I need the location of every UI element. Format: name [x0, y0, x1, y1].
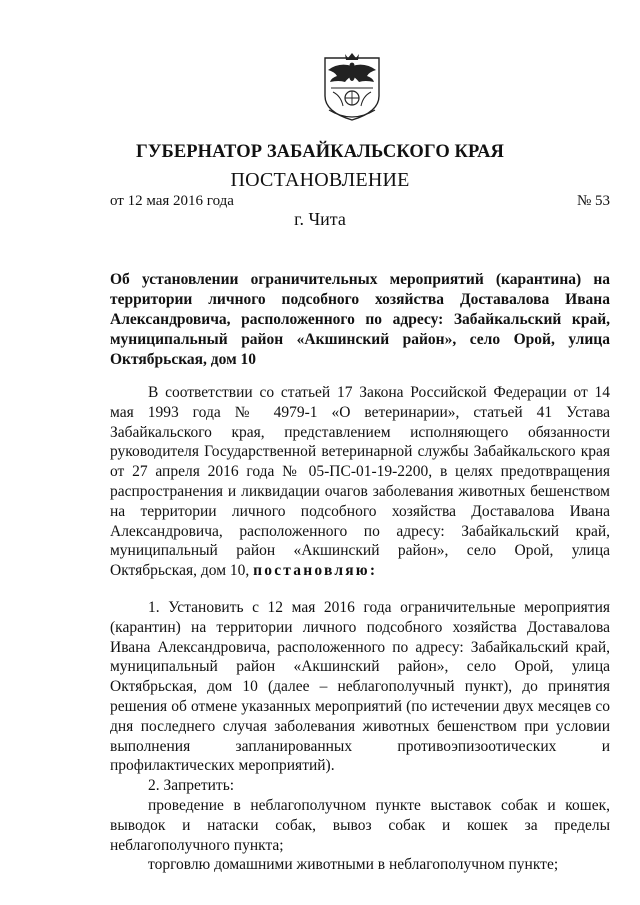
- item-2-clause-b: торговлю домашними животными в неблагополучном пункте;: [148, 856, 559, 874]
- document-date: от 12 мая 2016 года: [110, 193, 234, 209]
- document-number: № 53: [576, 193, 610, 209]
- document-city: г. Чита: [294, 209, 346, 229]
- coat-of-arms-icon: [321, 52, 383, 122]
- document-body: [110, 383, 610, 875]
- document-subject: Об установлении ограничительных мероприятий (карантина) на территории личного подсобного хозяйства Доставалова Ивана Александровича, расположенного по адресу: Забайкальский край, муниципальный район «Акшинский район», село Орой, улица Октябрьская, дом 10: [110, 271, 610, 368]
- preamble-text: В соответствии со статьей 17 Закона Российской Федерации от 14 мая 1993 года № 4979-1 «О ветеринарии», статьей 41 Устава Забайкальского края, представлением исполняющего обязанности руководителя Государственной ветеринарной службы Забайкальского края от 27 апреля 2016 года № 05-ПС-01-19-2200, в целях предотвращения распространения и ликвидации очагов заболевания животных бешенством на территории личного подсобного хозяйства Доставалова Ивана Александровича, расположенного по адресу: Забайкальский край, муниципальный район «Акшинский район», село Орой, улица Октябрьская, дом 10,: [110, 384, 610, 580]
- decree-word: постановляю:: [253, 562, 378, 580]
- item-1: 1. Установить с 12 мая 2016 года ограничительные мероприятия (карантин) на территории личного подсобного хозяйства Доставалова Ивана Александровича, расположенного по адресу: Забайкальский край, муниципальный район «Акшинский район», село Орой, улица Октябрьская, дом 10 (далее – неблагополучный пункт), до принятия решения об отмене указанных мероприятий (по истечении двух месяцев со дня последнего случая заболевания животных бешенством при условии выполнения запланированных противоэпизоотических и профилактических мероприятий).: [110, 598, 610, 775]
- item-2-heading: 2. Запретить:: [148, 777, 235, 795]
- authority-title: ГУБЕРНАТОР ЗАБАЙКАЛЬСКОГО КРАЯ: [135, 142, 505, 162]
- item-2-clause-a: проведение в неблагополучном пункте выставок собак и кошек, выводок и натаски собак, вывоз собак и кошек за пределы неблагополучного пункта;: [110, 796, 610, 854]
- document-type: ПОСТАНОВЛЕНИЕ: [230, 169, 410, 191]
- preamble-paragraph: [110, 383, 610, 581]
